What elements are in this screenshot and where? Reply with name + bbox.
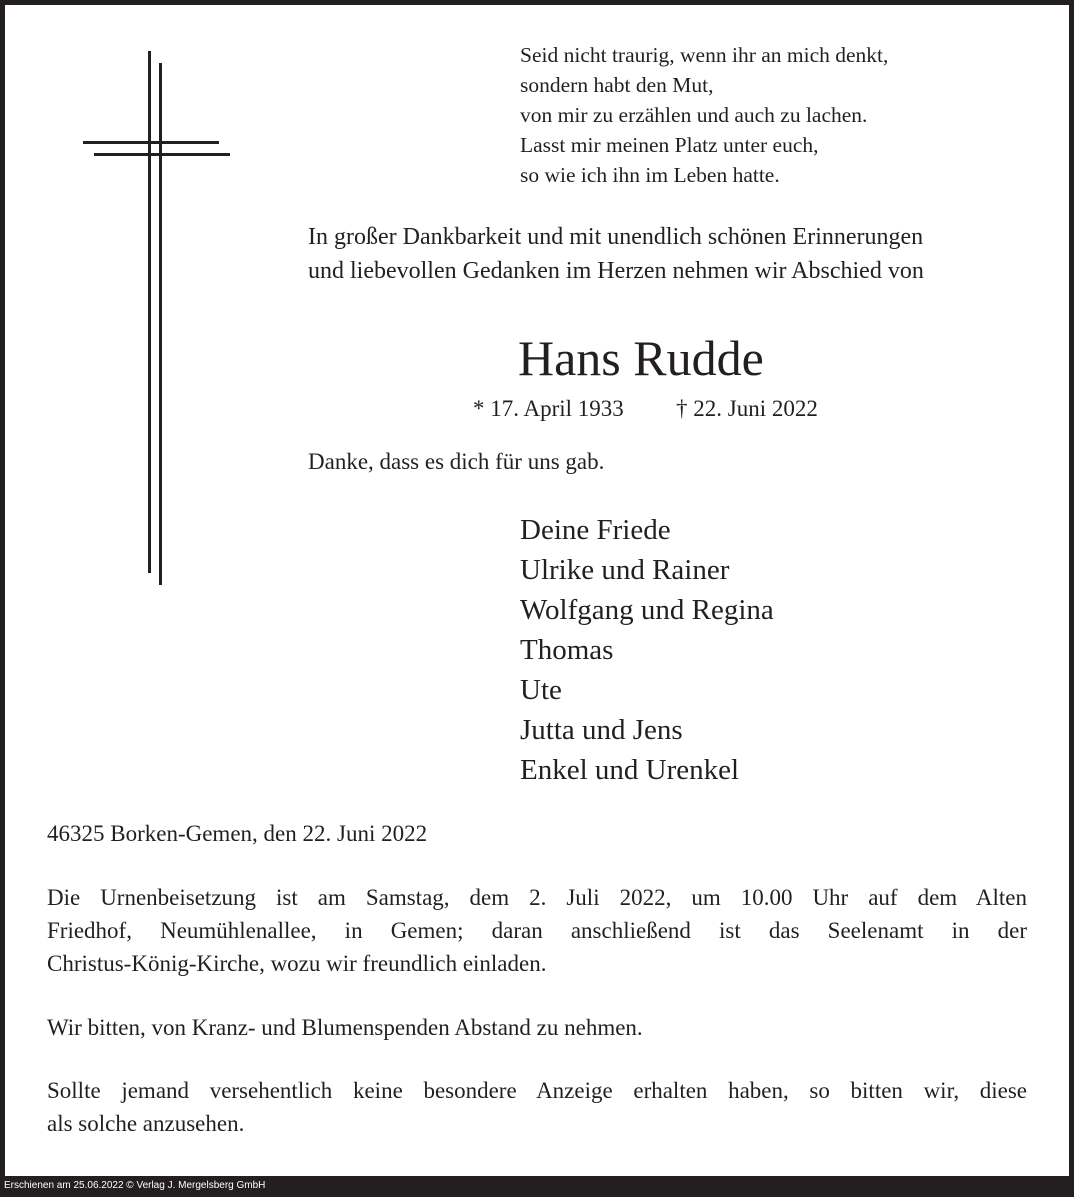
notice-line: Sollte jemand versehentlich keine besondere Anzeige erhalten haben, so bitten wir, diese	[47, 1078, 1027, 1103]
poem-line: sondern habt den Mut,	[520, 73, 714, 97]
birth-date: * 17. April 1933	[473, 396, 624, 421]
mourner: Deine Friede	[520, 514, 671, 546]
mourner: Jutta und Jens	[520, 714, 683, 746]
mourner: Ute	[520, 674, 562, 706]
poem-line: so wie ich ihn im Leben hatte.	[520, 163, 780, 187]
thanks-line: Danke, dass es dich für uns gab.	[308, 449, 605, 474]
mourner: Wolfgang und Regina	[520, 594, 774, 626]
place-date: 46325 Borken-Gemen, den 22. Juni 2022	[47, 821, 428, 846]
burial-line: Christus-König-Kirche, wozu wir freundlich einladen.	[47, 951, 547, 976]
mourner: Enkel und Urenkel	[520, 754, 740, 786]
burial-line: Friedhof, Neumühlenallee, in Gemen; daran anschließend ist das Seelenamt in der	[47, 918, 1027, 943]
flowers-note: Wir bitten, von Kranz- und Blumenspenden Abstand zu nehmen.	[47, 1015, 643, 1040]
deceased-name: Hans Rudde	[518, 330, 764, 386]
poem-line: Seid nicht traurig, wenn ihr an mich denkt,	[520, 43, 889, 67]
publication-footer: Erschienen am 25.06.2022 © Verlag J. Mergelsberg GmbH	[4, 1180, 266, 1191]
poem-line: Lasst mir meinen Platz unter euch,	[520, 133, 819, 157]
intro-line: In großer Dankbarkeit und mit unendlich schönen Erinnerungen	[308, 224, 924, 250]
mourner: Thomas	[520, 634, 614, 666]
mourner: Ulrike und Rainer	[520, 554, 730, 586]
burial-line: Die Urnenbeisetzung ist am Samstag, dem 2. Juli 2022, um 10.00 Uhr auf dem Alten	[47, 885, 1027, 910]
poem-line: von mir zu erzählen und auch zu lachen.	[520, 103, 868, 127]
notice-line: als solche anzusehen.	[47, 1111, 245, 1136]
death-date: † 22. Juni 2022	[676, 396, 818, 421]
intro-line: und liebevollen Gedanken im Herzen nehmen wir Abschied von	[308, 258, 924, 284]
